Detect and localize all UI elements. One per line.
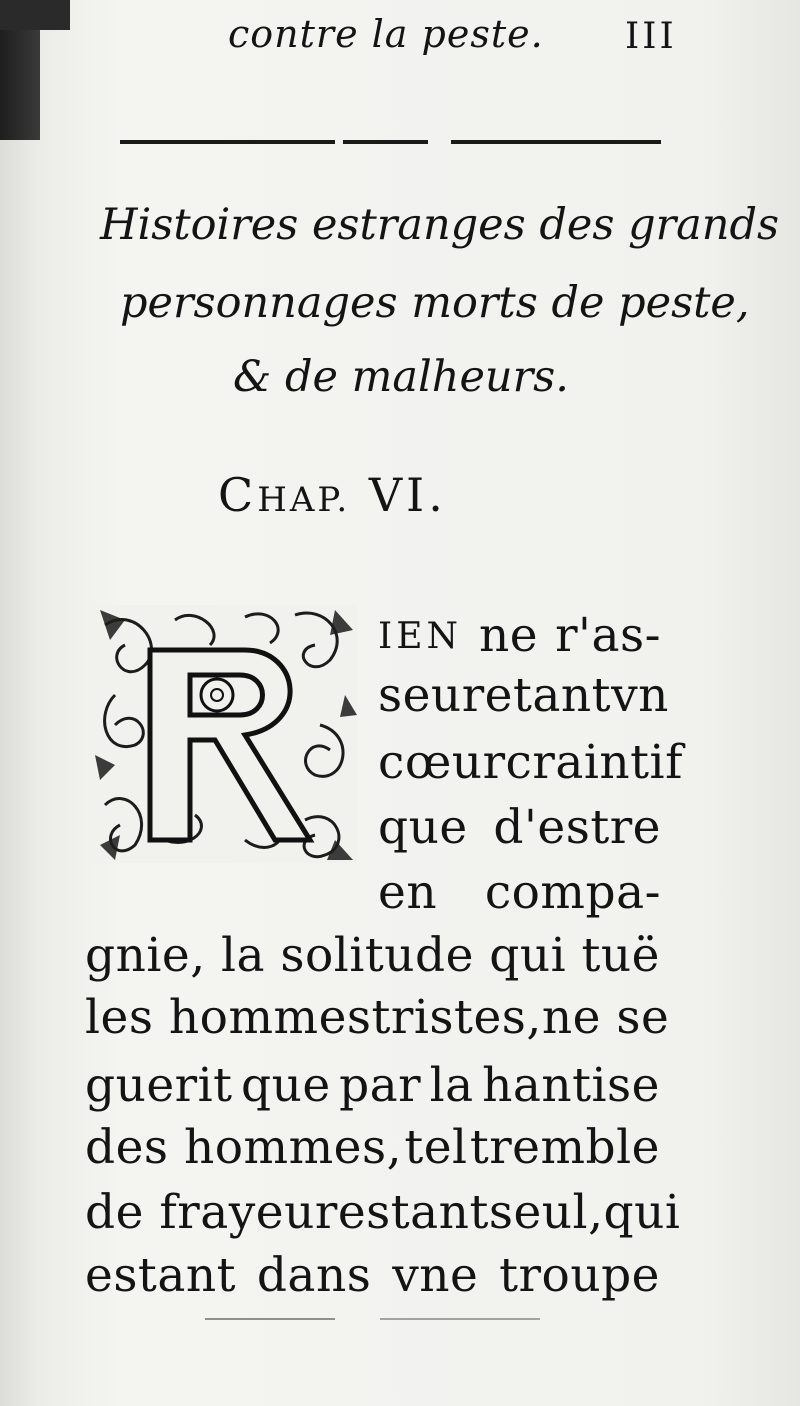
word: estant — [85, 1248, 236, 1303]
header-rule-right — [451, 140, 661, 144]
word: que — [240, 1058, 331, 1113]
word: que — [378, 800, 468, 855]
word: IEN — [378, 616, 462, 657]
word: en — [378, 865, 438, 920]
word: d'estre — [493, 800, 661, 855]
body-line-1 — [378, 608, 661, 663]
word: troupe — [499, 1248, 660, 1303]
section-title-line-1: Histoires estranges des grands — [100, 200, 780, 250]
word: solitude — [280, 928, 474, 983]
word: compa- — [484, 865, 661, 920]
word: tremble — [469, 1120, 660, 1175]
word: gnie, — [85, 928, 206, 983]
body-line-3 — [378, 735, 683, 790]
header-rule-left — [120, 140, 335, 144]
body-line-2 — [378, 668, 669, 723]
word: les hommes — [85, 990, 372, 1045]
word: par — [339, 1058, 422, 1113]
word: tel — [404, 1120, 468, 1175]
word: ne se — [541, 990, 670, 1045]
chapter-label-initial: C — [218, 468, 258, 522]
word: estant — [337, 1185, 489, 1240]
word: la — [429, 1058, 474, 1113]
word: seure — [378, 668, 513, 723]
chapter-heading — [218, 468, 447, 522]
word: r'as- — [555, 608, 661, 663]
word: tuë — [581, 928, 660, 983]
section-title-line-3: & de malheurs. — [233, 352, 569, 402]
word: craintif — [505, 735, 683, 790]
chapter-label-rest: HAP. — [257, 480, 351, 520]
page-corner-shadow — [0, 0, 70, 30]
word: seul, — [488, 1185, 604, 1240]
chapter-number: VI. — [368, 468, 447, 522]
word: des hommes, — [85, 1120, 403, 1175]
word: qui — [603, 1185, 681, 1240]
header-rule-middle — [343, 140, 428, 144]
word: tristes, — [371, 990, 542, 1045]
bleed-through-mark — [205, 1318, 335, 1320]
ornamental-dropcap-icon — [95, 605, 357, 863]
page-number: III — [625, 16, 677, 57]
word: tant — [513, 668, 612, 723]
bleed-through-mark — [380, 1318, 540, 1320]
body-line-10 — [85, 1185, 681, 1240]
word: guerit — [85, 1058, 233, 1113]
section-title-line-2: personnages morts de peste, — [120, 278, 750, 328]
running-title: contre la peste. — [228, 12, 544, 56]
word: cœur — [378, 735, 506, 790]
word: dans — [256, 1248, 372, 1303]
word: vn — [611, 668, 669, 723]
body-line-8 — [85, 1058, 660, 1113]
body-line-11 — [85, 1248, 660, 1303]
body-line-6 — [85, 928, 660, 983]
word: vne — [392, 1248, 479, 1303]
word: qui — [489, 928, 567, 983]
body-line-5 — [378, 865, 661, 920]
body-line-7 — [85, 990, 670, 1045]
body-line-4 — [378, 800, 661, 855]
word: ne — [478, 608, 539, 663]
word: de frayeur — [85, 1185, 338, 1240]
word: hantise — [482, 1058, 660, 1113]
body-line-9 — [85, 1120, 660, 1175]
word: la — [220, 928, 266, 983]
